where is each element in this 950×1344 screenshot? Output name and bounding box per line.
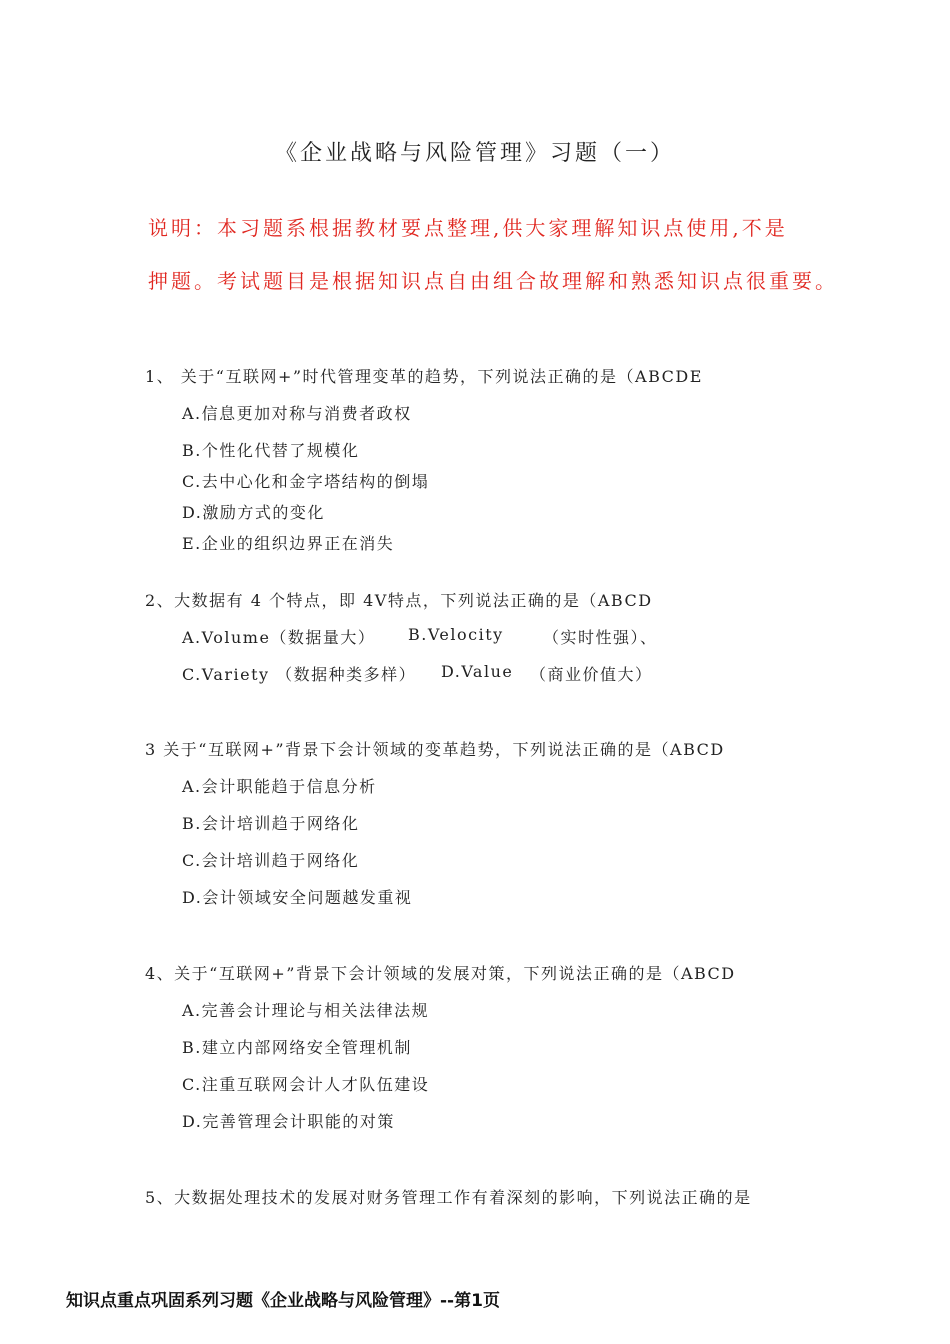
question-4-option-d: D.完善管理会计职能的对策	[182, 1112, 395, 1131]
question-2-option-c: C.Variety （数据种类多样）	[182, 665, 417, 684]
question-1-option-d: D.激励方式的变化	[182, 503, 325, 522]
question-5-stem: 5、大数据处理技术的发展对财务管理工作有着深刻的影响，下列说法正确的是	[145, 1188, 752, 1207]
question-4-option-b: B.建立内部网络安全管理机制	[182, 1038, 412, 1057]
question-3-option-d: D.会计领域安全问题越发重视	[182, 888, 413, 907]
question-3-option-a: A.会计职能趋于信息分析	[182, 777, 377, 796]
question-2-option-b-desc: （实时性强）、	[543, 628, 658, 647]
question-4-option-c: C.注重互联网会计人才队伍建设	[182, 1075, 430, 1094]
question-1-option-a: A.信息更加对称与消费者政权	[182, 404, 412, 423]
question-1-option-c: C.去中心化和金字塔结构的倒塌	[182, 472, 430, 491]
question-3-option-b: B.会计培训趋于网络化	[182, 814, 360, 833]
question-3-option-c: C.会计培训趋于网络化	[182, 851, 360, 870]
page-footer: 知识点重点巩固系列习题《企业战略与风险管理》--第1页	[66, 1291, 500, 1311]
question-4-option-a: A.完善会计理论与相关法律法规	[182, 1001, 430, 1020]
question-4-stem: 4、关于“互联网+”背景下会计领域的发展对策，下列说法正确的是（ABCD	[145, 964, 736, 983]
question-1-option-e: E.企业的组织边界正在消失	[182, 534, 395, 553]
page-title: 《企业战略与风险管理》习题（一）	[274, 141, 675, 166]
question-2-option-d: D.Value	[441, 662, 514, 681]
note-line-2: 押题。考试题目是根据知识点自由组合故理解和熟悉知识点很重要。	[148, 269, 838, 293]
question-1-option-b: B.个性化代替了规模化	[182, 441, 360, 460]
question-2-option-a: A.Volume（数据量大）	[182, 628, 376, 647]
question-2-option-b: B.Velocity	[408, 625, 504, 644]
question-1-stem: 1、 关于“互联网+”时代管理变革的趋势，下列说法正确的是（ABCDE	[145, 367, 703, 386]
note-line-1: 说明：本习题系根据教材要点整理,供大家理解知识点使用,不是	[148, 216, 788, 240]
question-2-stem: 2、大数据有 4 个特点，即 4V特点，下列说法正确的是（ABCD	[145, 591, 653, 610]
question-3-stem: 3 关于“互联网+”背景下会计领域的变革趋势，下列说法正确的是（ABCD	[145, 740, 725, 759]
question-2-option-d-desc: （商业价值大）	[530, 665, 653, 684]
